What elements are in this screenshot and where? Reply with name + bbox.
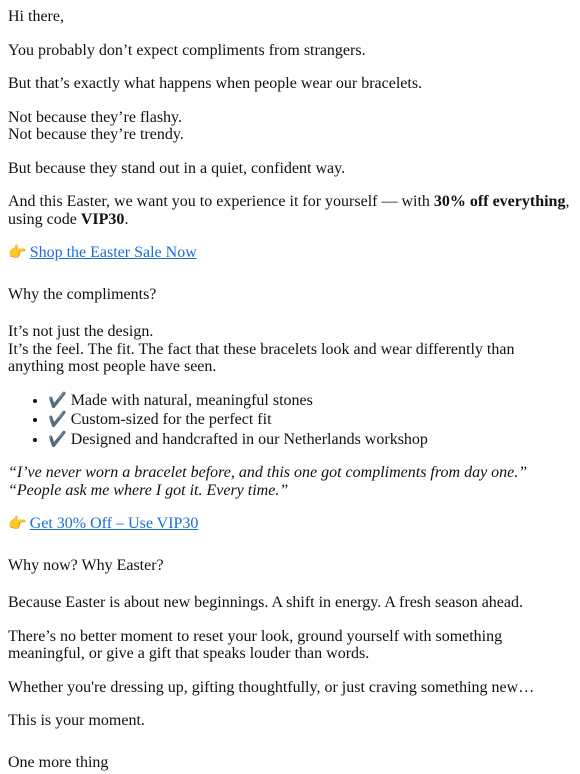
check-icon: ✔️ bbox=[48, 429, 67, 448]
get-30-off-link[interactable] bbox=[8, 515, 198, 532]
feature-text: Custom-sized for the perfect fit bbox=[70, 411, 272, 428]
shop-easter-sale-link[interactable] bbox=[8, 244, 197, 261]
testimonial-quote: “I’ve never worn a bracelet before, and this one got compliments from day one.” bbox=[8, 464, 528, 481]
testimonials bbox=[8, 464, 572, 499]
check-icon: ✔️ bbox=[48, 410, 67, 428]
feature-text: Made with natural, meaningful stones bbox=[70, 391, 313, 409]
not-trendy-line: Not because they’re trendy. bbox=[8, 126, 184, 143]
paragraph-stand-out: But because they stand out in a quiet, confident way. bbox=[8, 159, 346, 177]
not-flashy-line: Not because they’re flashy. bbox=[8, 108, 182, 126]
offer-discount: 30% off everything bbox=[433, 193, 566, 210]
paragraph-not-because bbox=[8, 109, 572, 144]
paragraph-bracelets: But that’s exactly what happens when people wear our bracelets. bbox=[8, 75, 423, 92]
offer-text-pre: And this Easter, we want you to experience it for yourself — with bbox=[8, 193, 434, 210]
not-just-design-line: It’s not just the design. bbox=[8, 323, 154, 340]
offer-text-mid: , using code bbox=[8, 193, 570, 228]
cta-get-30-off bbox=[8, 515, 572, 533]
heading-one-more-thing: One more thing bbox=[8, 753, 109, 771]
pointing-hand-icon: 👉 bbox=[8, 514, 27, 532]
check-icon: ✔️ bbox=[48, 390, 67, 409]
paragraph-dressing-up: Whether you're dressing up, gifting thoughtfully, or just craving something new… bbox=[8, 678, 535, 696]
testimonial-quote: “People ask me where I got it. Every time.” bbox=[8, 481, 289, 499]
feature-list bbox=[8, 392, 572, 449]
paragraph-offer bbox=[8, 193, 572, 228]
paragraph-design-feel bbox=[8, 323, 572, 376]
feature-text: Designed and handcrafted in our Netherlands workshop bbox=[70, 430, 428, 448]
paragraph-new-beginnings: Because Easter is about new beginnings. A shift in energy. A fresh season ahead. bbox=[8, 594, 523, 611]
heading-why-now: Why now? Why Easter? bbox=[8, 556, 164, 574]
offer-code: VIP30 bbox=[80, 210, 125, 228]
shop-easter-sale-label: Shop the Easter Sale Now bbox=[29, 244, 197, 261]
paragraph-compliments: You probably don’t expect compliments from strangers. bbox=[8, 41, 366, 59]
list-item bbox=[48, 392, 572, 410]
heading-why-compliments: Why the compliments? bbox=[8, 285, 157, 303]
feel-fit-line: It’s the feel. The fit. The fact that these bracelets look and wear differently than anything most people have seen. bbox=[8, 340, 515, 375]
get-30-off-label: Get 30% Off – Use VIP30 bbox=[29, 515, 199, 532]
paragraph-your-moment: This is your moment. bbox=[8, 712, 145, 729]
list-item bbox=[48, 411, 572, 429]
greeting: Hi there, bbox=[8, 8, 64, 25]
pointing-hand-icon: 👉 bbox=[8, 243, 27, 261]
cta-shop-easter-sale bbox=[8, 244, 572, 262]
paragraph-reset-look: There’s no better moment to reset your look, ground yourself with something meaningful, or give a gift that speaks louder than words. bbox=[8, 627, 503, 662]
list-item bbox=[48, 431, 572, 449]
offer-text-end: . bbox=[124, 210, 129, 228]
